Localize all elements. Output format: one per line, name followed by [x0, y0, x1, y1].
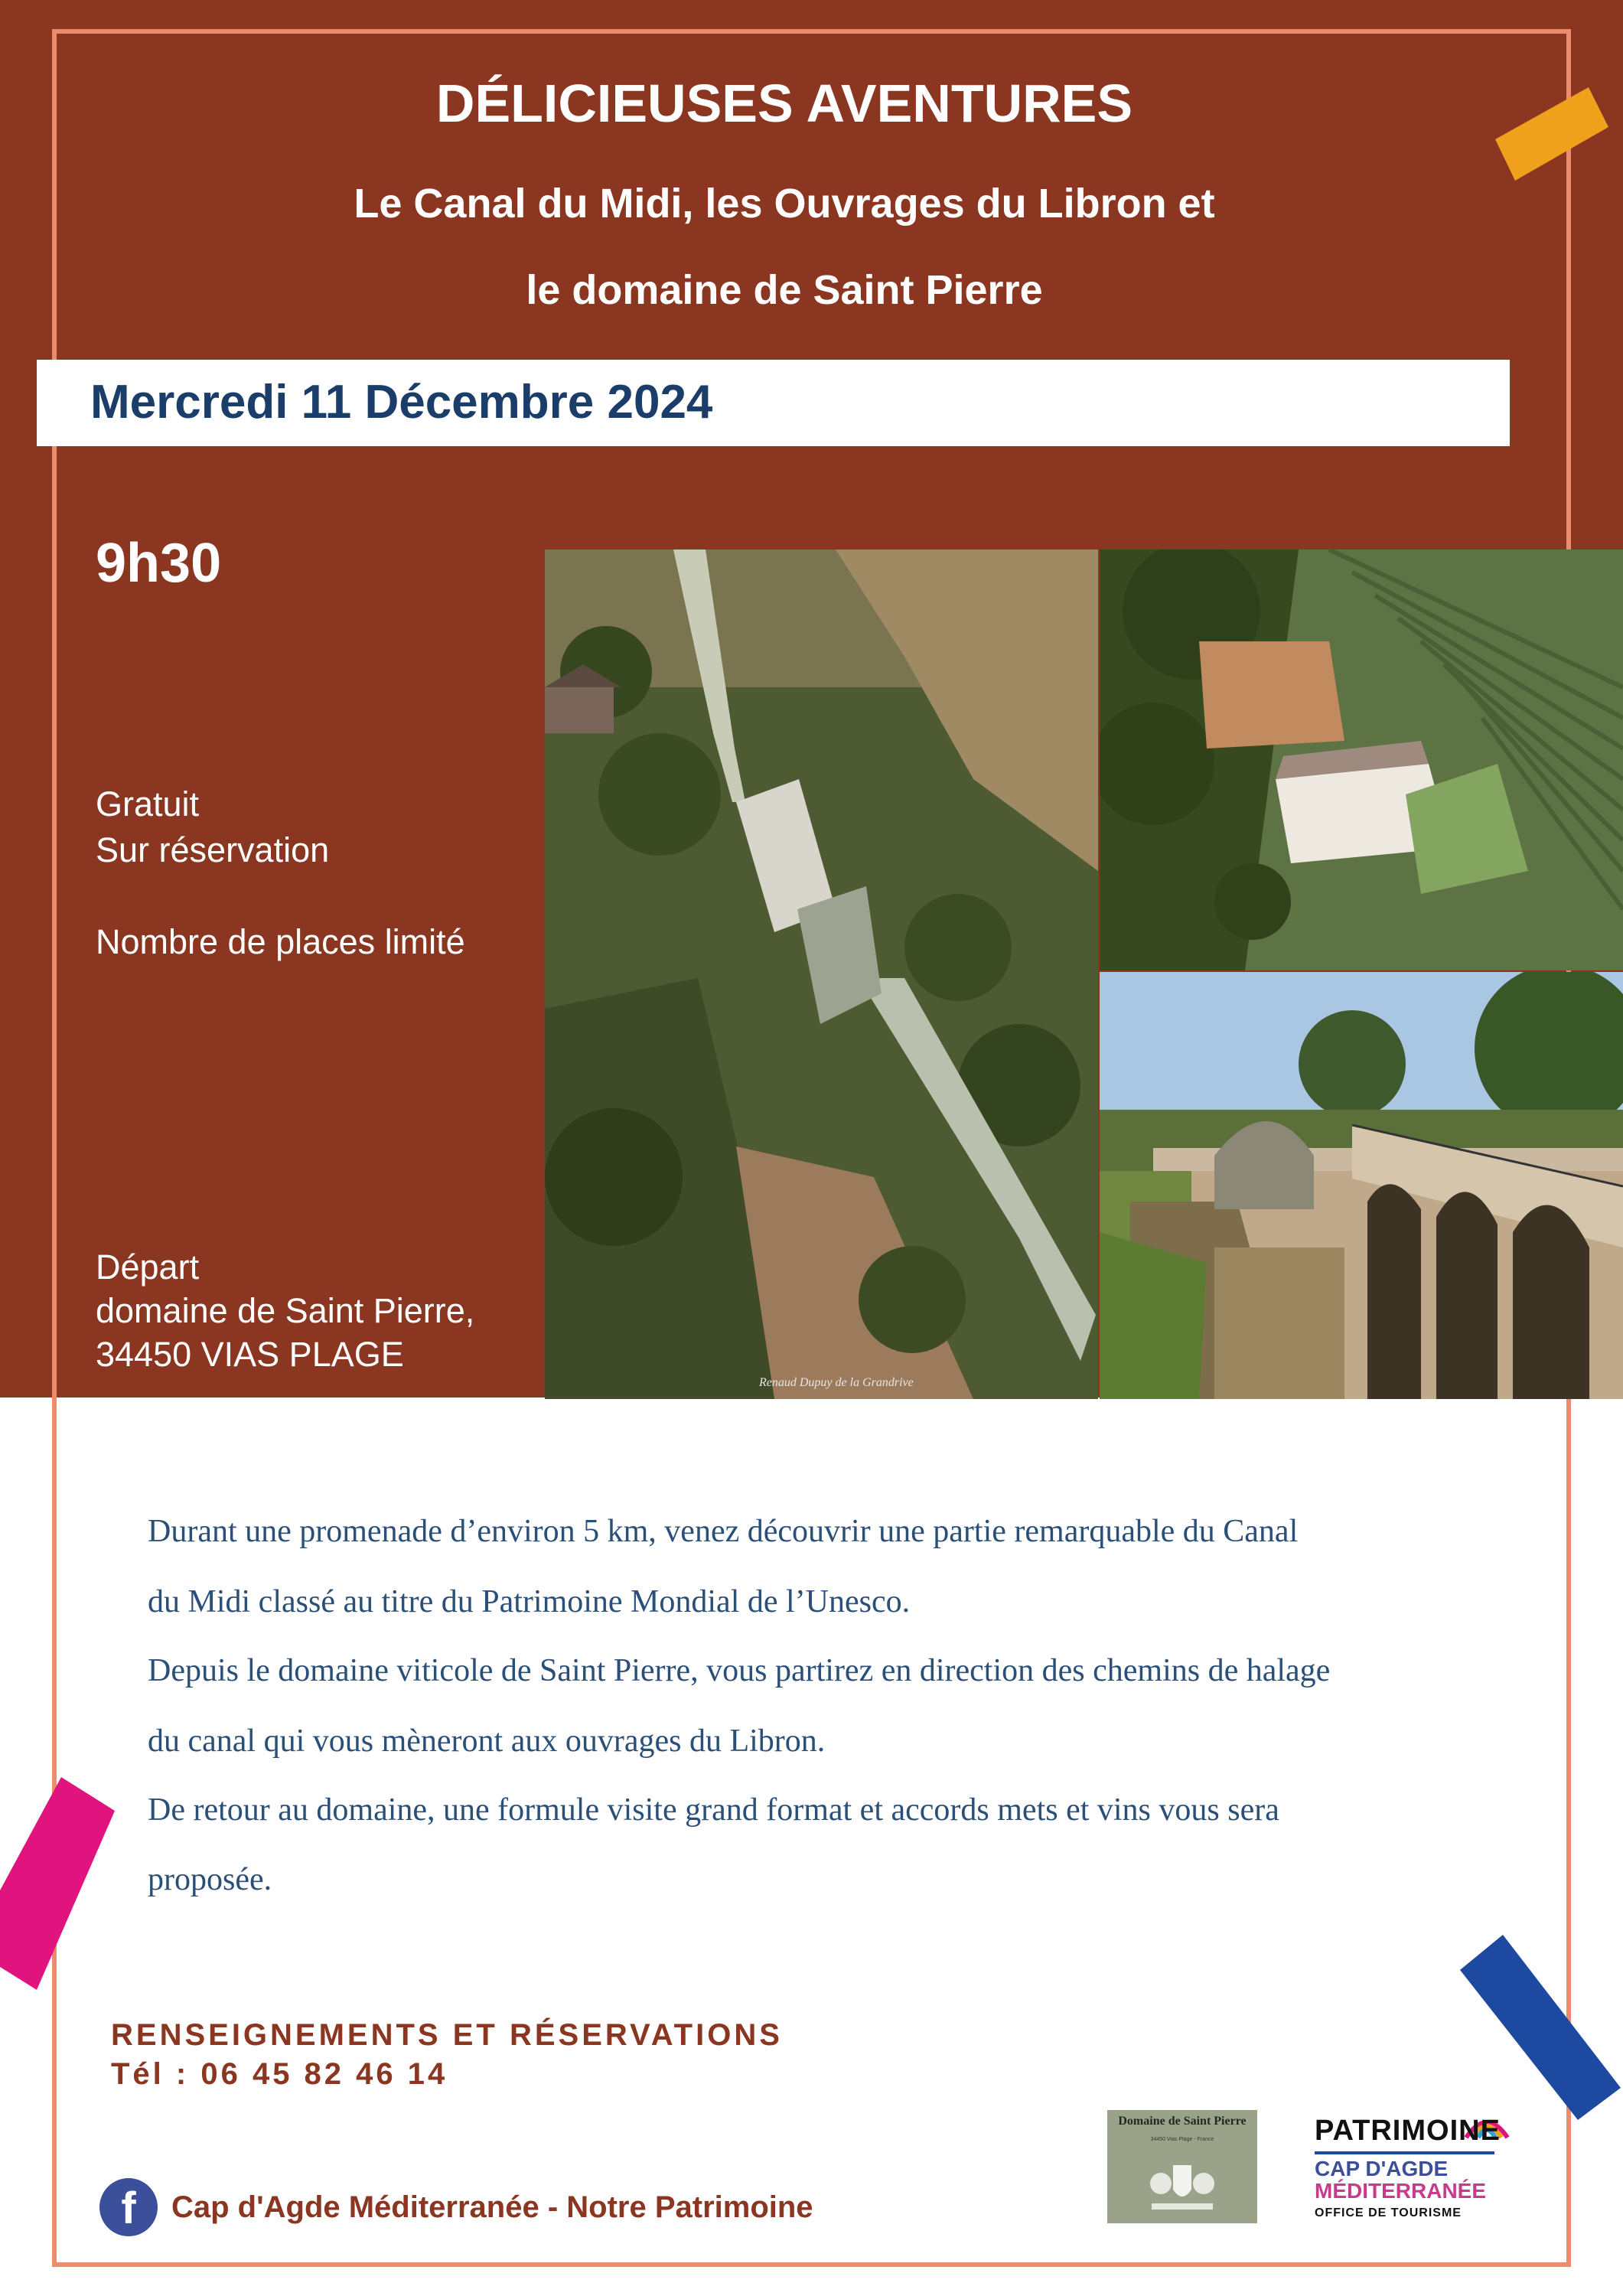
photo-credit: Renaud Dupuy de la Grandrive — [759, 1376, 914, 1389]
canal-aerial-photo — [545, 550, 1098, 1399]
event-date: Mercredi 11 Décembre 2024 — [90, 376, 713, 429]
subtitle-line-1: Le Canal du Midi, les Ouvrages du Libron et — [354, 181, 1215, 227]
office-tourisme-label: OFFICE DE TOURISME — [1315, 2206, 1462, 2219]
description-line-6: proposée. — [148, 1862, 272, 1897]
office-tourisme-logo — [1315, 2110, 1514, 2225]
description-line-5: De retour au domaine, une formule visite grand format et accords mets et vins vous sera — [148, 1792, 1279, 1828]
departure-label: Départ — [96, 1247, 200, 1287]
description-line-1: Durant une promenade d’environ 5 km, venez découvrir une partie remarquable du Canal — [148, 1514, 1299, 1549]
departure-place: domaine de Saint Pierre, — [96, 1291, 475, 1330]
logo-divider — [1315, 2151, 1494, 2154]
phone-number[interactable]: Tél : 06 45 82 46 14 — [111, 2057, 448, 2091]
domaine-logo-subtitle: 34450 Vias Plage - France — [1150, 2137, 1214, 2142]
event-time: 9h30 — [96, 533, 222, 594]
libron-bridge-photo — [1100, 972, 1623, 1399]
patrimoine-wordmark: PATRIMOINE — [1315, 2115, 1501, 2147]
domaine-saint-pierre-logo — [1107, 2110, 1257, 2223]
date-banner — [37, 360, 1510, 446]
description-line-3: Depuis le domaine viticole de Saint Pierre, vous partirez en direction des chemins de halage — [148, 1653, 1331, 1688]
domaine-aerial-photo — [1100, 550, 1623, 970]
description-line-4: du canal qui vous mèneront aux ouvrages du Libron. — [148, 1724, 826, 1759]
magenta-strip-decoration — [0, 1768, 122, 1998]
blue-strip-decoration — [1454, 1929, 1623, 2120]
page-title: DÉLICIEUSES AVENTURES — [435, 73, 1133, 133]
coat-of-arms-icon — [1144, 2156, 1221, 2217]
facebook-icon[interactable]: f — [99, 2178, 158, 2236]
info-heading: RENSEIGNEMENTS ET RÉSERVATIONS — [111, 2018, 783, 2052]
subtitle-line-2: le domaine de Saint Pierre — [526, 267, 1043, 313]
cap-agde-wordmark: CAP D'AGDE — [1315, 2157, 1449, 2180]
domaine-logo-title: Domaine de Saint Pierre — [1118, 2115, 1247, 2128]
facebook-page-link[interactable]: Cap d'Agde Méditerranée - Notre Patrimoine — [171, 2190, 813, 2224]
departure-city: 34450 VIAS PLAGE — [96, 1335, 404, 1374]
description-line-2: du Midi classé au titre du Patrimoine Mondial de l’Unesco. — [148, 1584, 911, 1619]
price-label: Gratuit — [96, 784, 200, 823]
places-label: Nombre de places limité — [96, 922, 465, 961]
booking-label: Sur réservation — [96, 830, 330, 869]
mediterranee-wordmark: MÉDITERRANÉE — [1315, 2179, 1487, 2203]
